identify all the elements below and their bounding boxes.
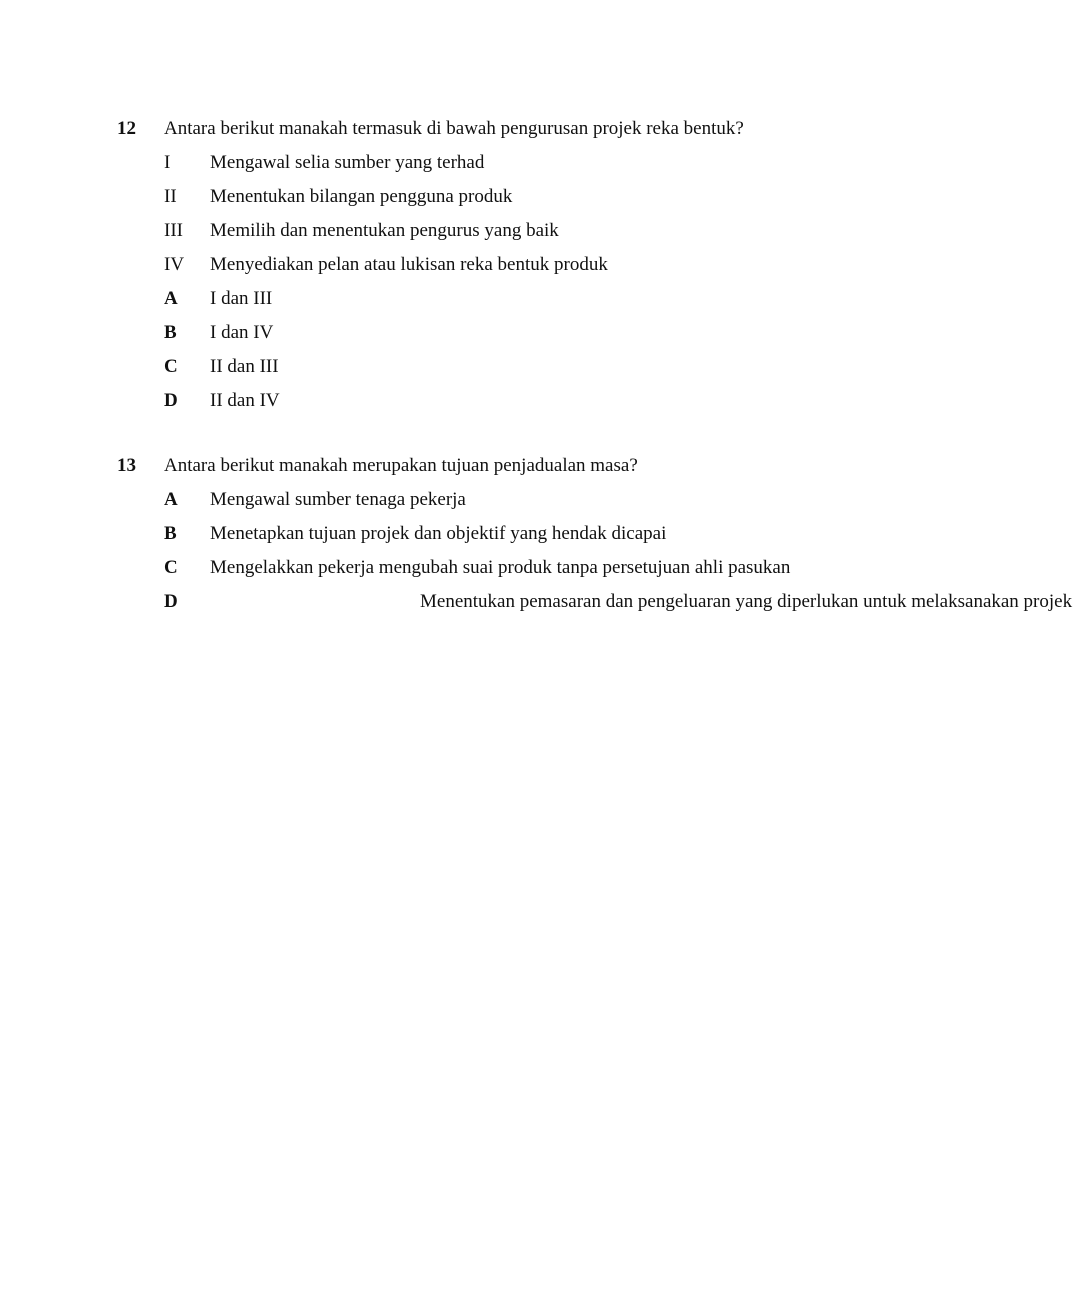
option-c[interactable] xyxy=(0,350,1000,384)
option-label: D xyxy=(164,390,178,411)
statement-iv xyxy=(0,248,1000,282)
statement-label: III xyxy=(164,220,183,241)
statement-label: II xyxy=(164,186,177,207)
option-a[interactable] xyxy=(0,282,1000,316)
question-number: 12 xyxy=(117,118,136,139)
statement-text: Memilih dan menentukan pengurus yang baik xyxy=(210,220,559,241)
option-a[interactable] xyxy=(0,483,1000,517)
question-12 xyxy=(0,112,1000,418)
statement-ii xyxy=(0,180,1000,214)
question-number: 13 xyxy=(117,455,136,476)
option-text: II dan III xyxy=(210,356,279,377)
option-label: A xyxy=(164,489,178,510)
option-b[interactable] xyxy=(0,517,1000,551)
option-text: Mengawal sumber tenaga pekerja xyxy=(210,489,466,510)
option-text: Mengelakkan pekerja mengubah suai produk tanpa persetujuan ahli pasukan xyxy=(210,557,791,578)
option-label: B xyxy=(164,322,177,343)
option-d[interactable] xyxy=(0,585,1073,619)
statement-text: Mengawal selia sumber yang terhad xyxy=(210,152,485,173)
question-text: Antara berikut manakah merupakan tujuan penjadualan masa? xyxy=(164,455,638,476)
option-label: D xyxy=(164,591,178,612)
statement-text: Menyediakan pelan atau lukisan reka bentuk produk xyxy=(210,254,608,275)
statement-label: IV xyxy=(164,254,185,275)
option-label: A xyxy=(164,288,178,309)
question-stem xyxy=(0,112,1000,146)
option-c[interactable] xyxy=(0,551,1000,585)
option-text: I dan III xyxy=(210,288,273,309)
statement-iii xyxy=(0,214,1000,248)
statement-text: Menentukan bilangan pengguna produk xyxy=(210,186,513,207)
option-text: Menentukan pemasaran dan pengeluaran yang diperlukan untuk melaksanakan projek xyxy=(420,591,1073,612)
statement-i xyxy=(0,146,1000,180)
question-text: Antara berikut manakah termasuk di bawah pengurusan projek reka bentuk? xyxy=(164,118,744,139)
option-text: Menetapkan tujuan projek dan objektif yang hendak dicapai xyxy=(210,523,667,544)
option-text: II dan IV xyxy=(210,390,280,411)
option-text: I dan IV xyxy=(210,322,274,343)
question-stem xyxy=(0,449,1000,483)
option-d[interactable] xyxy=(0,384,1000,418)
option-b[interactable] xyxy=(0,316,1000,350)
question-13 xyxy=(0,449,1073,619)
option-label: C xyxy=(164,356,178,377)
statement-label: I xyxy=(164,152,171,173)
option-label: B xyxy=(164,523,177,544)
option-label: C xyxy=(164,557,178,578)
